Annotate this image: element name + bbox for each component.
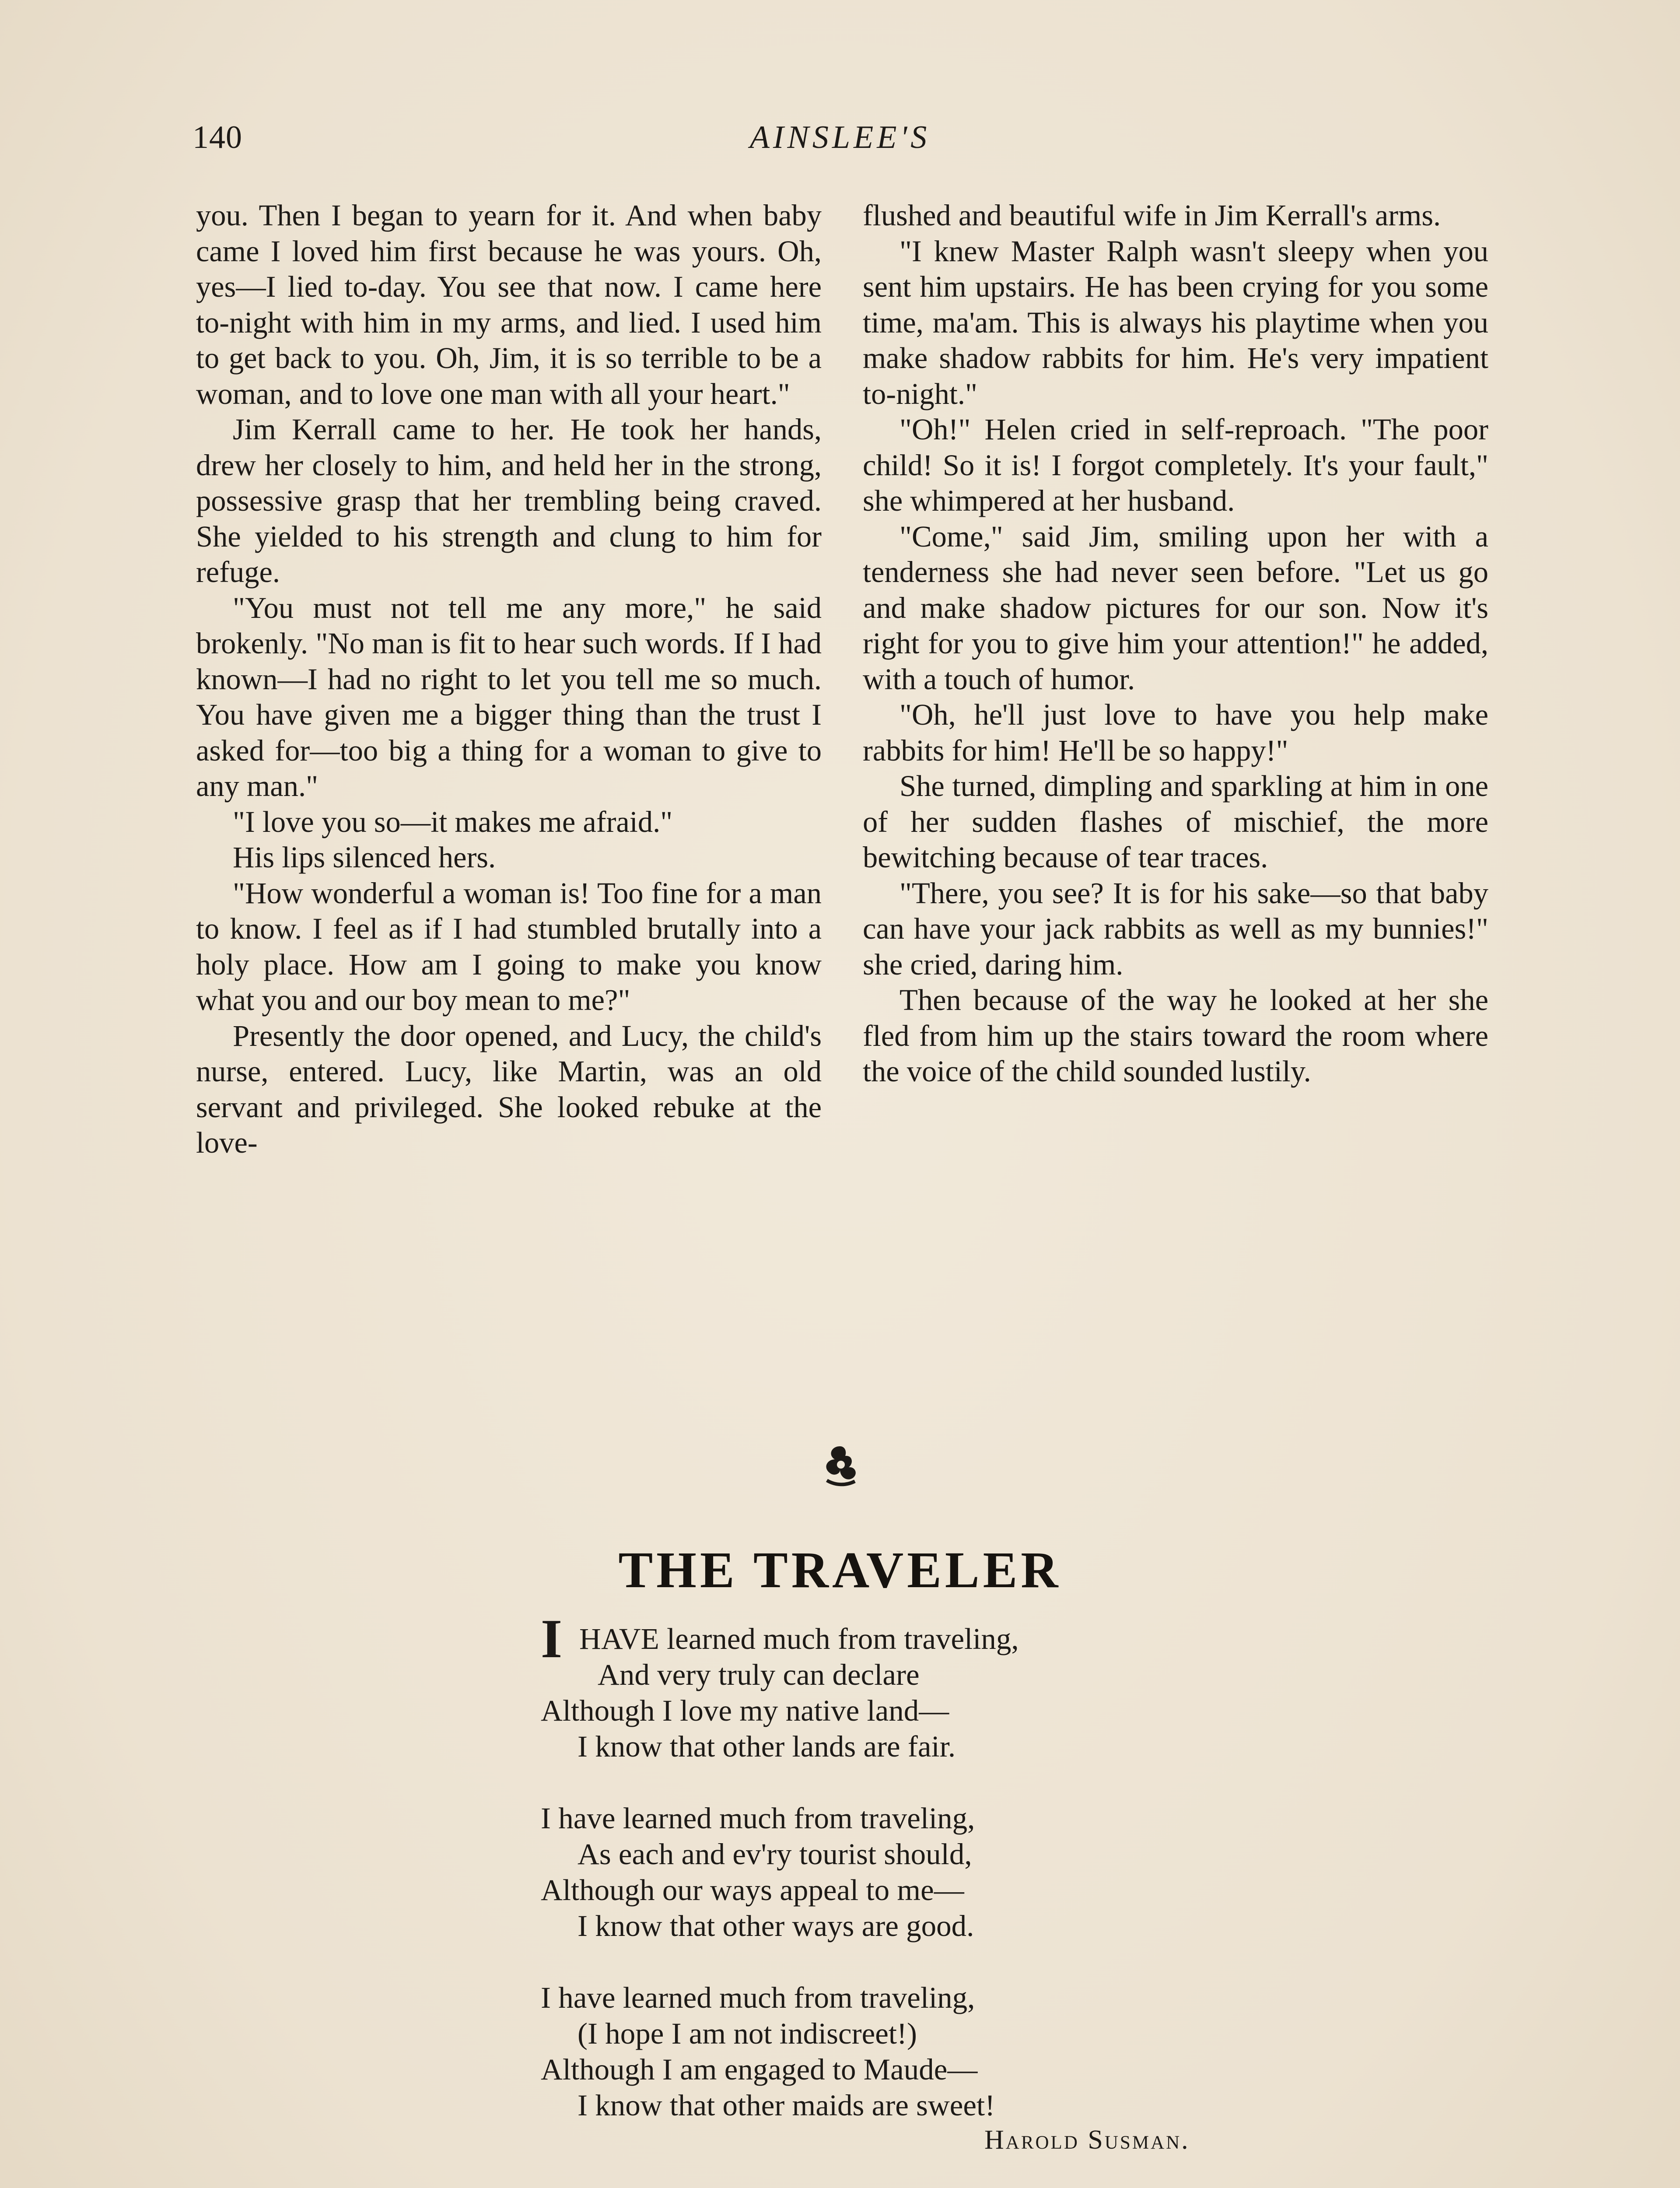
poem-author: Harold Susman. xyxy=(984,2125,1190,2155)
poem-line: As each and ev'ry tourist should, xyxy=(578,1837,972,1871)
page-number: 140 xyxy=(192,119,242,155)
floral-dingbat-icon xyxy=(818,1442,862,1490)
story-paragraph: "Come," said Jim, smiling upon her with a tenderness she had never seen before. "Let us go and make shadow pictures for our son. Now it's right for you to give him your attention!" he added, with a touch of humor. xyxy=(863,519,1488,696)
poem-line: Although I am engaged to Maude— xyxy=(541,2053,978,2086)
story-paragraph: "Oh!" Helen cried in self-reproach. "The poor child! So it is! I forgot completely. It's your fault," she whimpered at her husband. xyxy=(863,413,1488,517)
story-paragraph: She turned, dimpling and sparkling at him in one of her sudden flashes of mischief, the more bewitching because of tear traces. xyxy=(863,769,1488,874)
poem-line xyxy=(541,1609,1284,1669)
poem-line: I have learned much from traveling, xyxy=(541,1981,975,2014)
story-column-right xyxy=(863,198,1488,1090)
poem-stanza xyxy=(541,1980,1284,2123)
poem-line: Although our ways appeal to me— xyxy=(541,1873,964,1907)
story-column-left xyxy=(196,198,822,1161)
poem-line: And very truly can declare xyxy=(598,1658,920,1691)
story-paragraph: Presently the door opened, and Lucy, the child's nurse, entered. Lucy, like Martin, was an old servant and privileged. She looked rebuke at the love- xyxy=(196,1019,822,1159)
running-title: AINSLEE'S xyxy=(749,119,931,155)
poem-line-text: HAVE learned much from traveling, xyxy=(579,1622,1019,1655)
poem-stanza xyxy=(541,1609,1284,1764)
story-paragraph: "You must not tell me any more," he said brokenly. "No man is fit to hear such words. If I had known—I had no right to let you tell me so much. You have given me a bigger thing than the trust I asked for—too big a thing for a woman to give to any man." xyxy=(196,591,822,803)
story-paragraph: His lips silenced hers. xyxy=(233,841,496,874)
story-paragraph: flushed and beautiful wife in Jim Kerrall's arms. xyxy=(863,199,1441,232)
story-paragraph: Jim Kerrall came to her. He took her hands, drew her closely to him, and held her in the strong, possessive grasp that her trembling being craved. She yielded to his strength and clung to him for refuge. xyxy=(196,413,822,589)
poem-line: I know that other ways are good. xyxy=(578,1909,974,1943)
story-paragraph: "How wonderful a woman is! Too fine for a man to know. I feel as if I had stumbled brutally into a holy place. How am I going to make you know what you and our boy mean to me?" xyxy=(196,876,822,1017)
story-paragraph: Then because of the way he looked at her she fled from him up the stairs toward the room where the voice of the child sounded lustily. xyxy=(863,983,1488,1088)
poem-stanza xyxy=(541,1800,1284,1944)
drop-cap: I xyxy=(541,1609,563,1669)
poem-line: Although I love my native land— xyxy=(541,1694,949,1727)
poem-title: THE TRAVELER xyxy=(618,1541,1062,1599)
poem-line: I know that other maids are sweet! xyxy=(578,2089,995,2122)
story-paragraph: you. Then I began to yearn for it. And when baby came I loved him first because he was yours. Oh, yes—I lied to-day. You see that now. I came here to-night with him in my arms, and lied. I used him to get back to you. Oh, Jim, it is so terrible to be a woman, and to love one man with all your heart." xyxy=(196,199,822,410)
story-paragraph: "Oh, he'll just love to have you help make rabbits for him! He'll be so happy!" xyxy=(863,698,1488,767)
story-paragraph: "I knew Master Ralph wasn't sleepy when you sent him upstairs. He has been crying for you some time, ma'am. This is always his playtime when you make shadow rabbits for him. He's very impatient to-night." xyxy=(863,234,1488,410)
poem-line: I have learned much from traveling, xyxy=(541,1802,975,1835)
page-header xyxy=(192,119,1488,167)
story-paragraph: "I love you so—it makes me afraid." xyxy=(233,805,673,838)
story-paragraph: "There, you see? It is for his sake—so that baby can have your jack rabbits as well as my bunnies!" she cried, daring him. xyxy=(863,876,1488,981)
poem-line: I know that other lands are fair. xyxy=(578,1730,956,1763)
poem-body xyxy=(541,1609,1284,2159)
poem-line: (I hope I am not indiscreet!) xyxy=(578,2017,917,2050)
